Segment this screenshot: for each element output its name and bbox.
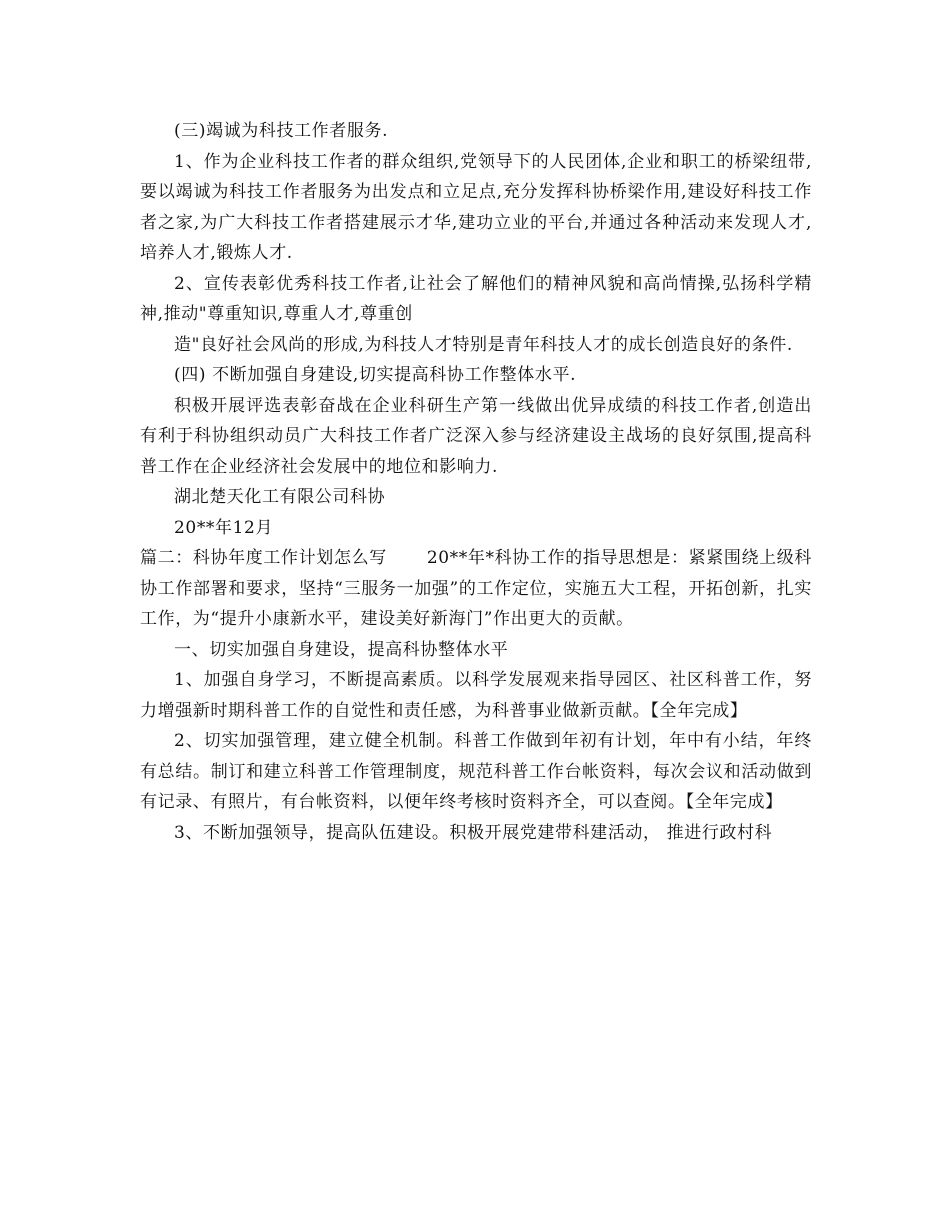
paragraph: 2、切实加强管理，建立健全机制。科普工作做到年初有计划，年中有小结，年终有总结。制订和建立科普工作管理制度，规范科普工作台帐资料，每次会议和活动做到有记录、有照片，有台帐资料，以便年终考核时资料齐全，可以查阅。【全年完成】 bbox=[140, 731, 812, 812]
paragraph: (三)竭诚为科技工作者服务. bbox=[174, 121, 389, 141]
document-body bbox=[140, 116, 812, 848]
paragraph: 3、不断加强领导，提高队伍建设。积极开展党建带科建活动， 推进行政村科 bbox=[174, 822, 773, 843]
paragraph: 1、作为企业科技工作者的群众组织,党领导下的人民团体,企业和职工的桥梁纽带,要以竭诚为科技工作者服务为出发点和立足点,充分发挥科协桥梁作用,建设好科技工作者之家,为广大科技工作者搭建展示才华,建功立业的平台,并通过各种活动来发现人才,培养人才,锻炼人才. bbox=[140, 151, 812, 263]
paragraph: 1、加强自身学习，不断提高素质。以科学发展观来指导园区、社区科普工作，努力增强新时期科普工作的自觉性和责任感，为科普事业做新贡献。【全年完成】 bbox=[140, 670, 812, 721]
article-two-title: 篇二：科协年度工作计划怎么写 bbox=[140, 548, 387, 568]
signature-org: 湖北楚天化工有限公司科协 bbox=[174, 487, 386, 507]
signature-date: 20**年12月 bbox=[174, 517, 274, 538]
paragraph: 2、宣传表彰优秀科技工作者,让社会了解他们的精神风貌和高尚情操,弘扬科学精神,推动"尊重知识,尊重人才,尊重创 bbox=[140, 273, 812, 324]
paragraph: 造"良好社会风尚的形成,为科技人才特别是青年科技人才的成长创造良好的条件. bbox=[174, 334, 793, 355]
section-heading: 一、切实加强自身建设，提高科协整体水平 bbox=[174, 639, 509, 660]
section-heading: (四) 不断加强自身建设,切实提高科协工作整体水平. bbox=[174, 365, 577, 385]
article-two-lead: 20**年*科协工作的指导思想是：紧紧围绕上级科协工作部署和要求，坚持“三服务一加强”的工作定位，实施五大工程，开拓创新，扎实工作，为“提升小康新水平，建设美好新海门”作出更大的贡献。 bbox=[140, 548, 812, 629]
paragraph: 积极开展评选表彰奋战在企业科研生产第一线做出优异成绩的科技工作者,创造出有利于科协组织动员广大科技工作者广泛深入参与经济建设主战场的良好氛围,提高科普工作在企业经济社会发展中的地位和影响力. bbox=[140, 395, 812, 477]
article-two-intro bbox=[140, 543, 812, 635]
